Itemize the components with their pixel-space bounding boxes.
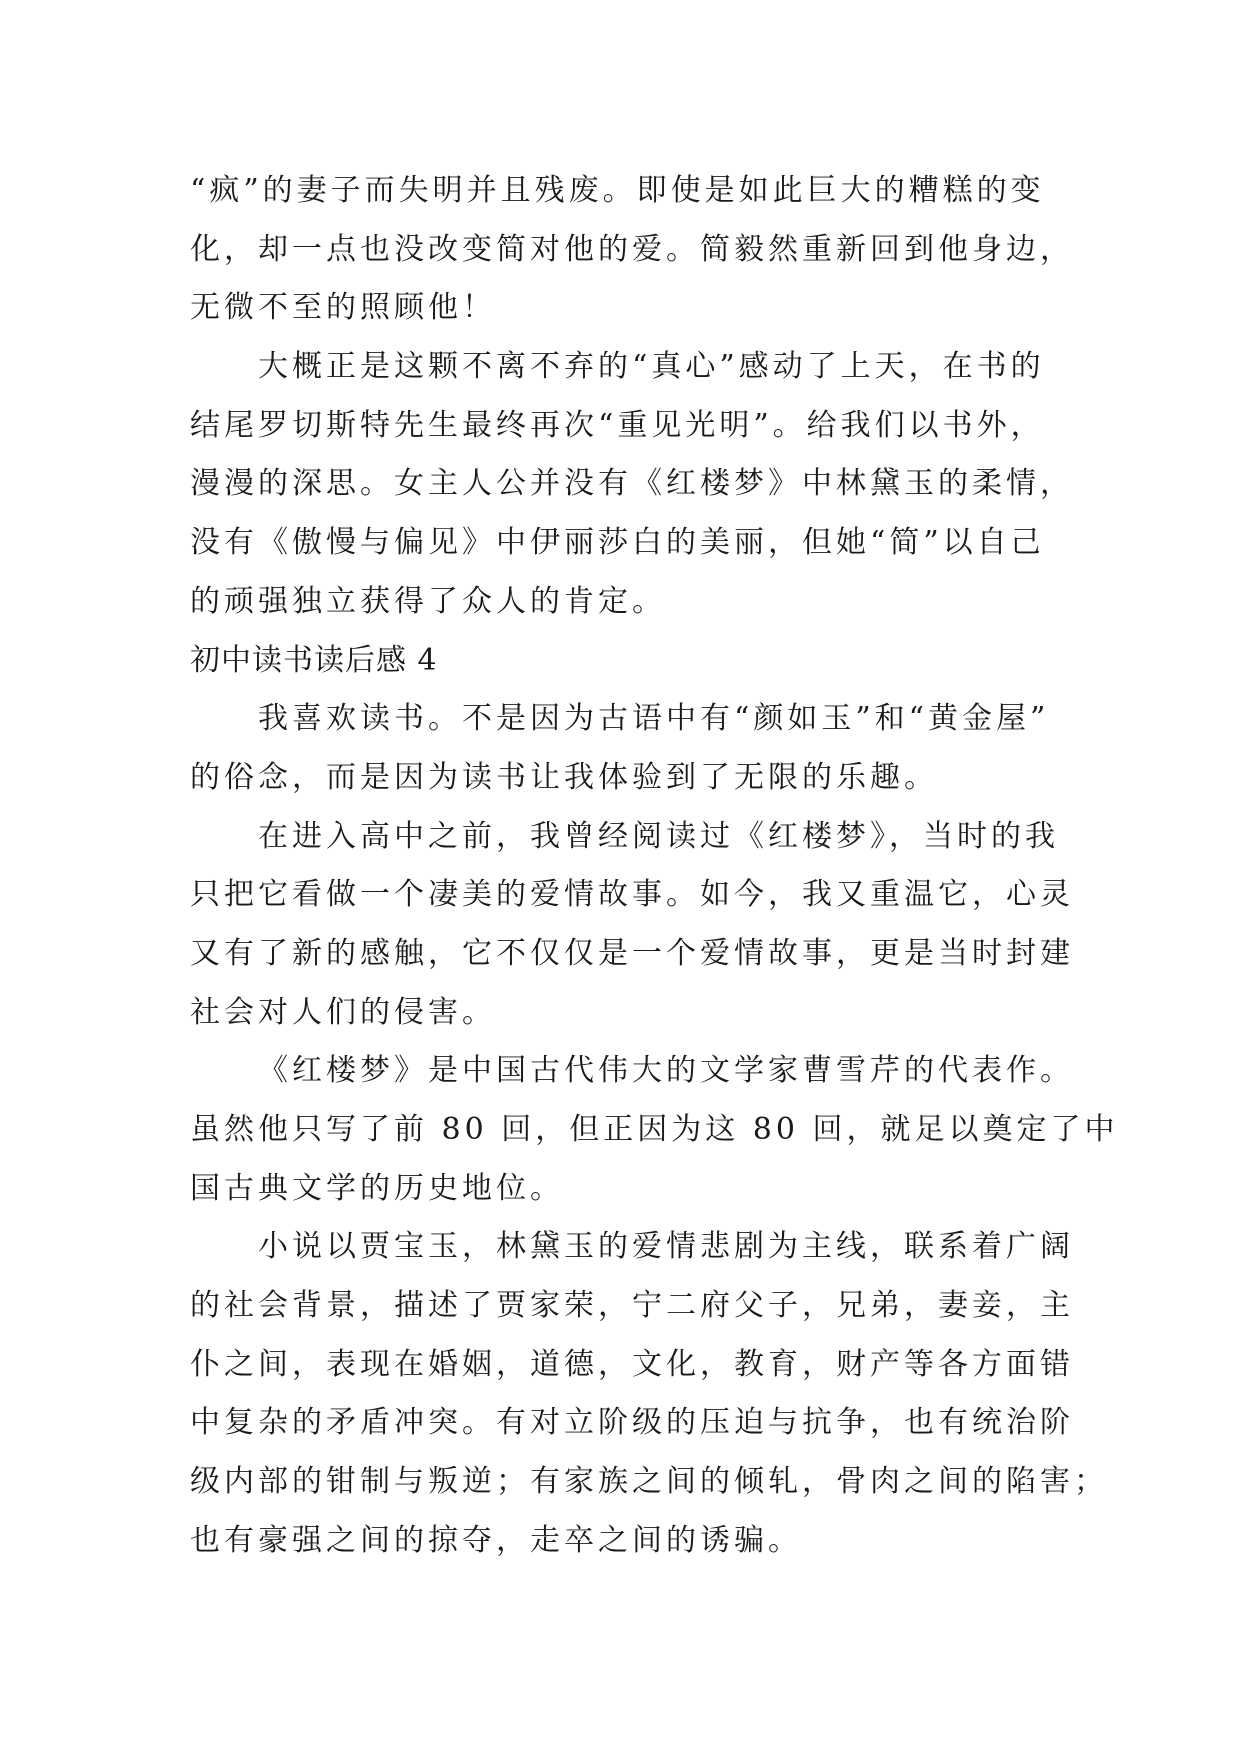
- text-line: 级内部的钳制与叛逆；有家族之间的倾轧，骨肉之间的陷害；: [190, 1464, 1108, 1500]
- text-line: 的社会背景，描述了贾家荣，宁二府父子，兄弟，妻妾，主: [190, 1288, 1074, 1324]
- text-line: 没有《傲慢与偏见》中伊丽莎白的美丽，但她“简”以自己: [190, 525, 1045, 561]
- text-line: 的顽强独立获得了众人的肯定。: [190, 583, 666, 619]
- text-line: 仆之间，表现在婚姻，道德，文化，教育，财产等各方面错: [190, 1346, 1074, 1382]
- text-line: 国古典文学的历史地位。: [190, 1170, 564, 1206]
- text-line: 无微不至的照顾他！: [190, 290, 496, 326]
- text-line: 《红楼梦》是中国古代伟大的文学家曹雪芹的代表作。: [258, 1053, 1074, 1089]
- text-line: 大概正是这颗不离不弃的“真心”感动了上天，在书的: [258, 349, 1045, 385]
- text-line: 虽然他只写了前 80 回，但正因为这 80 回，就足以奠定了中: [190, 1112, 1119, 1147]
- text-line: 小说以贾宝玉，林黛玉的爱情悲剧为主线，联系着广阔: [258, 1229, 1074, 1265]
- text-line: “疯”的妻子而失明并且残废。即使是如此巨大的糟糕的变: [190, 173, 1045, 208]
- document-body: [190, 162, 1119, 1571]
- text-line: 我喜欢读书。不是因为古语中有“颜如玉”和“黄金屋”: [258, 701, 1050, 737]
- text-line: 社会对人们的侵害。: [190, 994, 496, 1030]
- text-line: 在进入高中之前，我曾经阅读过《红楼梦》，当时的我: [258, 818, 1059, 854]
- text-line: 也有豪强之间的掠夺，走卒之间的诱骗。: [190, 1522, 802, 1558]
- text-line: 化，却一点也没改变简对他的爱。简毅然重新回到他身边，: [190, 231, 1074, 267]
- text-line: 结尾罗切斯特先生最终再次“重见光明”。给我们以书外，: [190, 407, 1045, 443]
- section-heading: 初中读书读后感 4: [190, 642, 438, 678]
- text-line: 的俗念，而是因为读书让我体验到了无限的乐趣。: [190, 759, 938, 795]
- text-line: 漫漫的深思。女主人公并没有《红楼梦》中林黛玉的柔情，: [190, 466, 1074, 502]
- text-line: 中复杂的矛盾冲突。有对立阶级的压迫与抗争，也有统治阶: [190, 1405, 1074, 1441]
- text-line: 又有了新的感触，它不仅仅是一个爱情故事，更是当时封建: [190, 935, 1074, 971]
- text-line: 只把它看做一个凄美的爱情故事。如今，我又重温它，心灵: [190, 877, 1074, 913]
